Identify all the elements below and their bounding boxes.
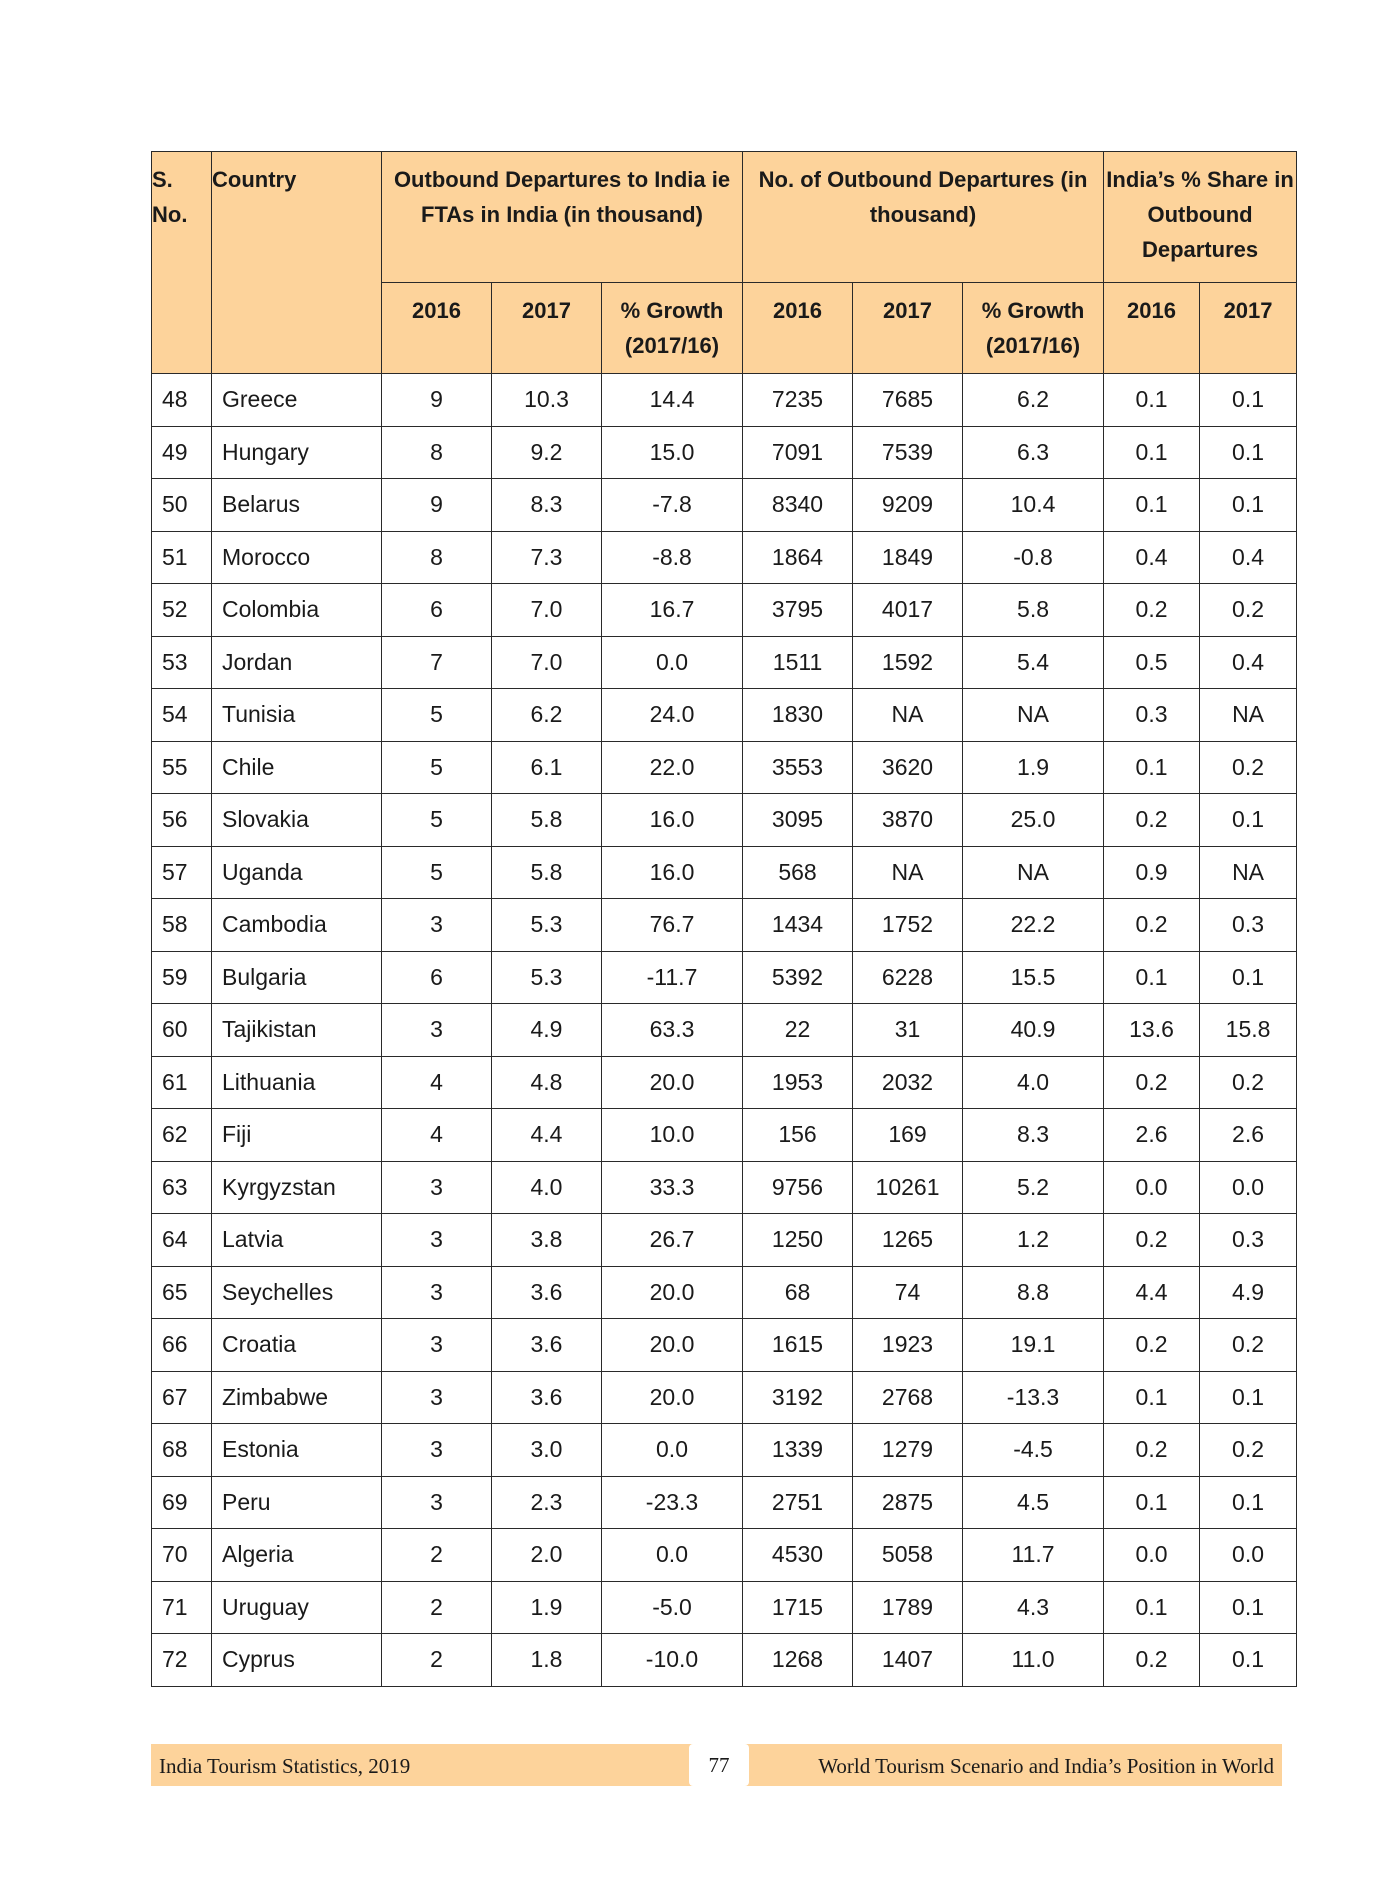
cell-fta-2017: 6.1 <box>492 741 602 794</box>
cell-fta-2017: 7.0 <box>492 636 602 689</box>
cell-share-2017: 0.1 <box>1200 1581 1297 1634</box>
cell-outbound-growth: 19.1 <box>963 1319 1104 1372</box>
cell-outbound-2017: 1265 <box>853 1214 963 1267</box>
cell-country: Uganda <box>212 846 382 899</box>
cell-share-2016: 0.1 <box>1104 479 1200 532</box>
header-fta-2017: 2017 <box>492 283 602 374</box>
header-outbound-2016: 2016 <box>743 283 853 374</box>
cell-fta-2016: 7 <box>382 636 492 689</box>
cell-outbound-2017: 4017 <box>853 584 963 637</box>
cell-outbound-2016: 1434 <box>743 899 853 952</box>
cell-fta-2016: 3 <box>382 899 492 952</box>
cell-fta-growth: 33.3 <box>602 1161 743 1214</box>
cell-fta-growth: 0.0 <box>602 636 743 689</box>
header-country: Country <box>212 152 382 374</box>
cell-fta-2017: 1.9 <box>492 1581 602 1634</box>
cell-fta-2016: 3 <box>382 1004 492 1057</box>
cell-fta-growth: 20.0 <box>602 1056 743 1109</box>
cell-outbound-2016: 1953 <box>743 1056 853 1109</box>
cell-outbound-growth: -0.8 <box>963 531 1104 584</box>
cell-outbound-2016: 5392 <box>743 951 853 1004</box>
cell-share-2017: 0.2 <box>1200 1424 1297 1477</box>
cell-fta-growth: 20.0 <box>602 1371 743 1424</box>
cell-share-2017: 0.2 <box>1200 1056 1297 1109</box>
table-row <box>152 1214 1297 1267</box>
cell-share-2017: 0.1 <box>1200 426 1297 479</box>
cell-share-2016: 0.2 <box>1104 584 1200 637</box>
cell-outbound-2016: 1268 <box>743 1634 853 1687</box>
cell-country: Jordan <box>212 636 382 689</box>
cell-country: Lithuania <box>212 1056 382 1109</box>
cell-sno: 48 <box>152 374 212 427</box>
cell-share-2017: 0.1 <box>1200 1371 1297 1424</box>
cell-outbound-2017: 10261 <box>853 1161 963 1214</box>
cell-sno: 49 <box>152 426 212 479</box>
table-row <box>152 1371 1297 1424</box>
cell-share-2017: 0.1 <box>1200 374 1297 427</box>
cell-fta-2017: 4.9 <box>492 1004 602 1057</box>
cell-country: Uruguay <box>212 1581 382 1634</box>
cell-outbound-growth: 4.5 <box>963 1476 1104 1529</box>
cell-country: Cyprus <box>212 1634 382 1687</box>
cell-outbound-2016: 1250 <box>743 1214 853 1267</box>
cell-sno: 50 <box>152 479 212 532</box>
cell-share-2017: 0.1 <box>1200 951 1297 1004</box>
cell-country: Algeria <box>212 1529 382 1582</box>
cell-fta-2016: 5 <box>382 741 492 794</box>
cell-outbound-growth: NA <box>963 689 1104 742</box>
cell-fta-growth: 10.0 <box>602 1109 743 1162</box>
cell-share-2016: 0.0 <box>1104 1529 1200 1582</box>
cell-share-2017: 0.1 <box>1200 794 1297 847</box>
cell-outbound-growth: 22.2 <box>963 899 1104 952</box>
cell-outbound-growth: 4.3 <box>963 1581 1104 1634</box>
cell-sno: 61 <box>152 1056 212 1109</box>
cell-share-2016: 0.9 <box>1104 846 1200 899</box>
cell-outbound-growth: 6.2 <box>963 374 1104 427</box>
cell-fta-2016: 6 <box>382 951 492 1004</box>
cell-share-2017: NA <box>1200 846 1297 899</box>
cell-outbound-2016: 3192 <box>743 1371 853 1424</box>
cell-sno: 60 <box>152 1004 212 1057</box>
cell-country: Kyrgyzstan <box>212 1161 382 1214</box>
cell-outbound-2017: 7685 <box>853 374 963 427</box>
cell-country: Cambodia <box>212 899 382 952</box>
cell-outbound-growth: 40.9 <box>963 1004 1104 1057</box>
cell-country: Peru <box>212 1476 382 1529</box>
cell-fta-2017: 5.8 <box>492 846 602 899</box>
table-row <box>152 1056 1297 1109</box>
cell-fta-2016: 3 <box>382 1266 492 1319</box>
cell-share-2017: 0.4 <box>1200 531 1297 584</box>
cell-outbound-2017: 7539 <box>853 426 963 479</box>
cell-fta-growth: 20.0 <box>602 1266 743 1319</box>
header-outbound-growth: % Growth (2017/16) <box>963 283 1104 374</box>
cell-outbound-2016: 22 <box>743 1004 853 1057</box>
cell-outbound-growth: NA <box>963 846 1104 899</box>
cell-sno: 59 <box>152 951 212 1004</box>
cell-outbound-growth: 1.2 <box>963 1214 1104 1267</box>
cell-outbound-2016: 156 <box>743 1109 853 1162</box>
cell-outbound-growth: 6.3 <box>963 426 1104 479</box>
cell-fta-2016: 2 <box>382 1581 492 1634</box>
cell-outbound-2016: 3795 <box>743 584 853 637</box>
table-row <box>152 636 1297 689</box>
header-share-2017: 2017 <box>1200 283 1297 374</box>
cell-fta-2016: 3 <box>382 1476 492 1529</box>
cell-fta-growth: 14.4 <box>602 374 743 427</box>
cell-share-2016: 0.2 <box>1104 794 1200 847</box>
cell-share-2016: 0.3 <box>1104 689 1200 742</box>
cell-share-2017: 0.2 <box>1200 584 1297 637</box>
cell-outbound-growth: 5.2 <box>963 1161 1104 1214</box>
cell-fta-2017: 4.8 <box>492 1056 602 1109</box>
table-row <box>152 479 1297 532</box>
cell-outbound-growth: 11.7 <box>963 1529 1104 1582</box>
cell-country: Estonia <box>212 1424 382 1477</box>
cell-country: Zimbabwe <box>212 1371 382 1424</box>
table-row <box>152 1424 1297 1477</box>
cell-fta-2017: 10.3 <box>492 374 602 427</box>
cell-country: Greece <box>212 374 382 427</box>
cell-fta-growth: 16.7 <box>602 584 743 637</box>
cell-outbound-2016: 1615 <box>743 1319 853 1372</box>
cell-sno: 68 <box>152 1424 212 1477</box>
cell-sno: 71 <box>152 1581 212 1634</box>
cell-fta-2016: 4 <box>382 1056 492 1109</box>
cell-share-2016: 0.2 <box>1104 1634 1200 1687</box>
table-row <box>152 1004 1297 1057</box>
cell-share-2017: 0.3 <box>1200 1214 1297 1267</box>
cell-outbound-growth: 10.4 <box>963 479 1104 532</box>
cell-fta-2017: 3.6 <box>492 1266 602 1319</box>
cell-share-2016: 0.1 <box>1104 951 1200 1004</box>
cell-fta-2016: 4 <box>382 1109 492 1162</box>
cell-share-2017: 0.2 <box>1200 1319 1297 1372</box>
cell-share-2016: 0.2 <box>1104 1319 1200 1372</box>
cell-outbound-growth: 1.9 <box>963 741 1104 794</box>
table-row <box>152 1529 1297 1582</box>
cell-share-2017: 0.0 <box>1200 1529 1297 1582</box>
cell-share-2017: 0.1 <box>1200 479 1297 532</box>
cell-outbound-2017: 9209 <box>853 479 963 532</box>
cell-fta-2017: 3.8 <box>492 1214 602 1267</box>
cell-share-2016: 0.5 <box>1104 636 1200 689</box>
cell-country: Tunisia <box>212 689 382 742</box>
cell-fta-2016: 9 <box>382 374 492 427</box>
cell-share-2016: 0.2 <box>1104 1214 1200 1267</box>
table-row <box>152 1109 1297 1162</box>
cell-fta-2017: 2.0 <box>492 1529 602 1582</box>
cell-outbound-2016: 3095 <box>743 794 853 847</box>
cell-fta-2016: 5 <box>382 846 492 899</box>
cell-outbound-2017: NA <box>853 846 963 899</box>
cell-fta-growth: 22.0 <box>602 741 743 794</box>
cell-outbound-growth: 11.0 <box>963 1634 1104 1687</box>
cell-outbound-2017: 2875 <box>853 1476 963 1529</box>
cell-outbound-growth: 5.8 <box>963 584 1104 637</box>
table-row <box>152 1476 1297 1529</box>
cell-share-2016: 0.2 <box>1104 1424 1200 1477</box>
cell-fta-2016: 3 <box>382 1424 492 1477</box>
cell-sno: 62 <box>152 1109 212 1162</box>
cell-country: Colombia <box>212 584 382 637</box>
cell-fta-2016: 9 <box>382 479 492 532</box>
cell-outbound-2016: 1830 <box>743 689 853 742</box>
cell-fta-growth: -5.0 <box>602 1581 743 1634</box>
cell-share-2017: 4.9 <box>1200 1266 1297 1319</box>
cell-fta-2016: 2 <box>382 1529 492 1582</box>
cell-sno: 67 <box>152 1371 212 1424</box>
cell-fta-growth: 20.0 <box>602 1319 743 1372</box>
cell-outbound-2016: 1864 <box>743 531 853 584</box>
table-row <box>152 689 1297 742</box>
cell-outbound-growth: 4.0 <box>963 1056 1104 1109</box>
table-row <box>152 1161 1297 1214</box>
cell-outbound-2016: 9756 <box>743 1161 853 1214</box>
table-row <box>152 1634 1297 1687</box>
cell-share-2016: 0.1 <box>1104 1371 1200 1424</box>
cell-fta-growth: 63.3 <box>602 1004 743 1057</box>
cell-outbound-2016: 68 <box>743 1266 853 1319</box>
cell-country: Tajikistan <box>212 1004 382 1057</box>
cell-fta-growth: 0.0 <box>602 1529 743 1582</box>
header-share-2016: 2016 <box>1104 283 1200 374</box>
cell-fta-2016: 3 <box>382 1214 492 1267</box>
header-group-outbound: No. of Outbound Departures (in thousand) <box>743 152 1104 283</box>
cell-fta-growth: -23.3 <box>602 1476 743 1529</box>
table-body <box>152 374 1297 1687</box>
cell-country: Hungary <box>212 426 382 479</box>
page-number: 77 <box>689 1744 749 1786</box>
cell-country: Fiji <box>212 1109 382 1162</box>
cell-share-2017: 0.3 <box>1200 899 1297 952</box>
cell-fta-2016: 3 <box>382 1319 492 1372</box>
table-row <box>152 584 1297 637</box>
cell-sno: 58 <box>152 899 212 952</box>
cell-share-2016: 0.1 <box>1104 1581 1200 1634</box>
cell-sno: 72 <box>152 1634 212 1687</box>
cell-sno: 65 <box>152 1266 212 1319</box>
table-row <box>152 1266 1297 1319</box>
cell-country: Belarus <box>212 479 382 532</box>
table-row <box>152 1319 1297 1372</box>
cell-outbound-2016: 1339 <box>743 1424 853 1477</box>
cell-fta-2016: 8 <box>382 426 492 479</box>
cell-outbound-growth: 5.4 <box>963 636 1104 689</box>
cell-sno: 56 <box>152 794 212 847</box>
cell-fta-2016: 6 <box>382 584 492 637</box>
cell-outbound-2017: 31 <box>853 1004 963 1057</box>
cell-outbound-2016: 7235 <box>743 374 853 427</box>
cell-outbound-2017: 1789 <box>853 1581 963 1634</box>
cell-fta-2017: 3.6 <box>492 1319 602 1372</box>
cell-fta-2017: 7.3 <box>492 531 602 584</box>
cell-outbound-2017: 6228 <box>853 951 963 1004</box>
cell-outbound-2017: 2032 <box>853 1056 963 1109</box>
cell-outbound-2017: 1407 <box>853 1634 963 1687</box>
cell-outbound-2016: 2751 <box>743 1476 853 1529</box>
cell-outbound-2017: 74 <box>853 1266 963 1319</box>
cell-fta-growth: 76.7 <box>602 899 743 952</box>
cell-sno: 69 <box>152 1476 212 1529</box>
cell-outbound-growth: 25.0 <box>963 794 1104 847</box>
cell-fta-2017: 4.0 <box>492 1161 602 1214</box>
cell-share-2017: 2.6 <box>1200 1109 1297 1162</box>
cell-share-2017: 0.0 <box>1200 1161 1297 1214</box>
cell-fta-2017: 3.6 <box>492 1371 602 1424</box>
header-sno: S. No. <box>152 152 212 374</box>
table-row <box>152 531 1297 584</box>
cell-country: Croatia <box>212 1319 382 1372</box>
cell-outbound-2016: 1511 <box>743 636 853 689</box>
cell-fta-2016: 3 <box>382 1371 492 1424</box>
cell-country: Chile <box>212 741 382 794</box>
header-fta-2016: 2016 <box>382 283 492 374</box>
cell-fta-2017: 9.2 <box>492 426 602 479</box>
cell-fta-2017: 6.2 <box>492 689 602 742</box>
cell-outbound-2017: 1923 <box>853 1319 963 1372</box>
cell-outbound-growth: -13.3 <box>963 1371 1104 1424</box>
cell-outbound-2016: 4530 <box>743 1529 853 1582</box>
cell-sno: 63 <box>152 1161 212 1214</box>
header-group-share: India’s % Share in Outbound Departures <box>1104 152 1297 283</box>
cell-outbound-2016: 1715 <box>743 1581 853 1634</box>
footer-section-title: World Tourism Scenario and India’s Position in World <box>818 1754 1274 1778</box>
cell-share-2016: 0.0 <box>1104 1161 1200 1214</box>
table-row <box>152 741 1297 794</box>
table-row <box>152 374 1297 427</box>
header-fta-growth: % Growth (2017/16) <box>602 283 743 374</box>
footer-publication-title: India Tourism Statistics, 2019 <box>159 1754 411 1778</box>
cell-fta-growth: -11.7 <box>602 951 743 1004</box>
cell-fta-2016: 3 <box>382 1161 492 1214</box>
cell-fta-growth: 24.0 <box>602 689 743 742</box>
cell-share-2016: 0.2 <box>1104 1056 1200 1109</box>
cell-outbound-2017: 169 <box>853 1109 963 1162</box>
cell-outbound-2017: 1849 <box>853 531 963 584</box>
cell-sno: 57 <box>152 846 212 899</box>
cell-fta-2016: 2 <box>382 1634 492 1687</box>
cell-share-2016: 0.2 <box>1104 899 1200 952</box>
cell-sno: 54 <box>152 689 212 742</box>
cell-sno: 66 <box>152 1319 212 1372</box>
cell-country: Slovakia <box>212 794 382 847</box>
cell-outbound-2016: 3553 <box>743 741 853 794</box>
table-row <box>152 1581 1297 1634</box>
cell-fta-2017: 4.4 <box>492 1109 602 1162</box>
cell-fta-growth: 15.0 <box>602 426 743 479</box>
cell-fta-growth: 16.0 <box>602 794 743 847</box>
cell-share-2017: 0.2 <box>1200 741 1297 794</box>
cell-sno: 55 <box>152 741 212 794</box>
cell-fta-2017: 7.0 <box>492 584 602 637</box>
cell-sno: 52 <box>152 584 212 637</box>
cell-outbound-growth: 15.5 <box>963 951 1104 1004</box>
table-row <box>152 426 1297 479</box>
cell-fta-growth: 16.0 <box>602 846 743 899</box>
cell-fta-2017: 5.3 <box>492 951 602 1004</box>
table-row <box>152 846 1297 899</box>
cell-country: Seychelles <box>212 1266 382 1319</box>
cell-fta-2016: 5 <box>382 794 492 847</box>
table-row <box>152 794 1297 847</box>
cell-share-2016: 0.4 <box>1104 531 1200 584</box>
cell-outbound-2017: NA <box>853 689 963 742</box>
cell-fta-growth: 0.0 <box>602 1424 743 1477</box>
cell-share-2017: 0.1 <box>1200 1476 1297 1529</box>
cell-fta-2017: 1.8 <box>492 1634 602 1687</box>
cell-fta-2017: 5.8 <box>492 794 602 847</box>
cell-fta-growth: -7.8 <box>602 479 743 532</box>
cell-outbound-2017: 1279 <box>853 1424 963 1477</box>
cell-share-2016: 0.1 <box>1104 374 1200 427</box>
cell-outbound-2017: 1752 <box>853 899 963 952</box>
cell-fta-2016: 5 <box>382 689 492 742</box>
cell-outbound-2017: 1592 <box>853 636 963 689</box>
table-row <box>152 899 1297 952</box>
cell-country: Bulgaria <box>212 951 382 1004</box>
outbound-departures-table <box>151 151 1297 1687</box>
cell-outbound-2017: 2768 <box>853 1371 963 1424</box>
cell-outbound-2016: 8340 <box>743 479 853 532</box>
cell-sno: 51 <box>152 531 212 584</box>
cell-outbound-2016: 7091 <box>743 426 853 479</box>
cell-fta-growth: -8.8 <box>602 531 743 584</box>
page-footer <box>151 1744 1282 1786</box>
cell-fta-2017: 8.3 <box>492 479 602 532</box>
header-group-fta: Outbound Departures to India ie FTAs in India (in thousand) <box>382 152 743 283</box>
cell-share-2017: 15.8 <box>1200 1004 1297 1057</box>
table-row <box>152 951 1297 1004</box>
cell-sno: 64 <box>152 1214 212 1267</box>
cell-fta-2016: 8 <box>382 531 492 584</box>
cell-country: Latvia <box>212 1214 382 1267</box>
cell-fta-2017: 3.0 <box>492 1424 602 1477</box>
cell-sno: 53 <box>152 636 212 689</box>
cell-share-2017: 0.1 <box>1200 1634 1297 1687</box>
cell-share-2016: 4.4 <box>1104 1266 1200 1319</box>
header-outbound-2017: 2017 <box>853 283 963 374</box>
cell-fta-growth: -10.0 <box>602 1634 743 1687</box>
cell-outbound-2016: 568 <box>743 846 853 899</box>
cell-fta-2017: 5.3 <box>492 899 602 952</box>
cell-outbound-growth: 8.8 <box>963 1266 1104 1319</box>
cell-share-2016: 0.1 <box>1104 426 1200 479</box>
cell-sno: 70 <box>152 1529 212 1582</box>
cell-share-2016: 0.1 <box>1104 1476 1200 1529</box>
cell-outbound-growth: -4.5 <box>963 1424 1104 1477</box>
cell-fta-growth: 26.7 <box>602 1214 743 1267</box>
cell-share-2016: 0.1 <box>1104 741 1200 794</box>
cell-outbound-2017: 3870 <box>853 794 963 847</box>
cell-country: Morocco <box>212 531 382 584</box>
cell-outbound-growth: 8.3 <box>963 1109 1104 1162</box>
cell-outbound-2017: 5058 <box>853 1529 963 1582</box>
cell-share-2017: 0.4 <box>1200 636 1297 689</box>
cell-share-2016: 13.6 <box>1104 1004 1200 1057</box>
cell-share-2016: 2.6 <box>1104 1109 1200 1162</box>
cell-outbound-2017: 3620 <box>853 741 963 794</box>
cell-fta-2017: 2.3 <box>492 1476 602 1529</box>
cell-share-2017: NA <box>1200 689 1297 742</box>
